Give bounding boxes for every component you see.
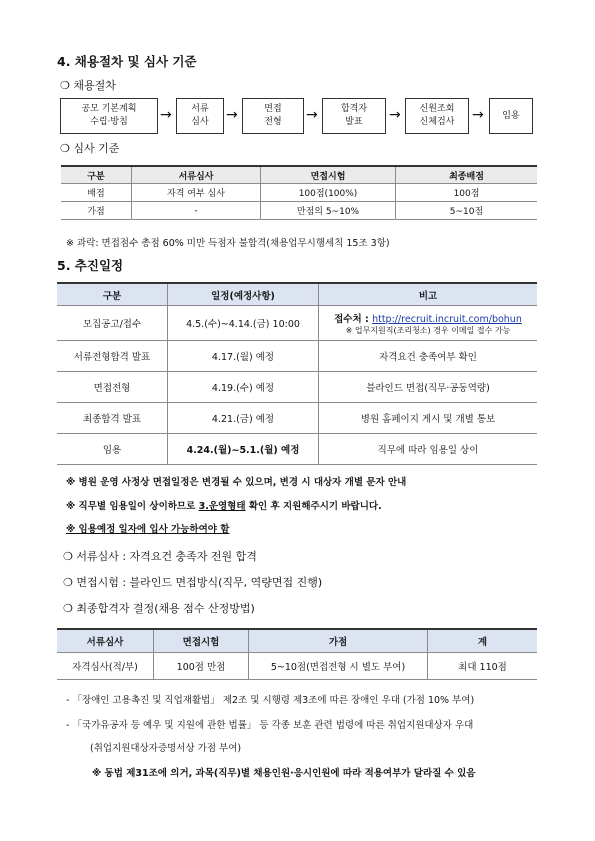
- schedule-note: ※ 직무별 임용일이 상이하므로 3.운영형태 확인 후 지원해주시기 바랍니다.: [66, 501, 382, 512]
- recruit-link[interactable]: http://recruit.incruit.com/bohun: [372, 313, 522, 325]
- table-row: 자격심사(적/부) 100점 만점 5~10점(면접전형 시 별도 부여) 최대 110점: [57, 653, 537, 680]
- arrow-icon: →: [306, 107, 318, 123]
- flow-step-interview: 면접 전형: [242, 98, 304, 134]
- table-row: 모집공고/접수 4.5.(수)~4.14.(금) 10:00 접수처 : http://recruit.incruit.com/bohun ※ 업무지원직(조리청소) 경우 이메일 접수 가능: [57, 306, 537, 341]
- bullet-interview: ❍ 면접시험 : 블라인드 면접방식(직무, 역량면접 진행): [63, 576, 323, 589]
- table-row: 배점 자격 여부 심사 100점(100%) 100점: [61, 184, 537, 202]
- table-row: 면접전형 4.19.(수) 예정 블라인드 면접(직무·공동역량): [57, 372, 537, 403]
- criteria-heading: ❍ 심사 기준: [60, 142, 120, 155]
- flow-step-check: 신원조회 신체검사: [405, 98, 469, 134]
- bullet-document: ❍ 서류심사 : 자격요건 충족자 전원 합격: [63, 550, 257, 563]
- table-row: 최종합격 발표 4.21.(금) 예정 병원 홈페이지 게시 및 개별 통보: [57, 403, 537, 434]
- schedule-note: ※ 임용예정 일자에 입사 가능하여야 함: [66, 524, 230, 535]
- table-row: 서류전형합격 발표 4.17.(월) 예정 자격요건 충족여부 확인: [57, 341, 537, 372]
- veteran-note-cont: (취업지원대상자증명서상 가점 부여): [90, 743, 242, 754]
- arrow-icon: →: [389, 107, 401, 123]
- flow-step-document: 서류 심사: [176, 98, 224, 134]
- criteria-table: 구분 서류심사 면접시험 최종배점 배점 자격 여부 심사 100점(100%) 100점 가점 - 만점의 5~10% 5~10점: [61, 165, 537, 220]
- procedure-heading: ❍ 채용절차: [60, 79, 116, 92]
- schedule-note: ※ 병원 운영 사정상 면접일정은 변경될 수 있으며, 변경 시 대상자 개별 문자 안내: [66, 477, 407, 488]
- section5-title: 5. 추진일정: [57, 258, 124, 273]
- bullet-final: ❍ 최종합격자 결정(채용 점수 산정방법): [63, 602, 255, 615]
- disability-note: - 「장애인 고용촉진 및 직업재활법」 제2조 및 시행령 제3조에 따른 장애인 우대 (가점 10% 부여): [66, 695, 475, 706]
- flow-step-announce: 합격자 발표: [322, 98, 386, 134]
- table-row: 임용 4.24.(월)~5.1.(월) 예정 직무에 따라 임용일 상이: [57, 434, 537, 465]
- arrow-icon: →: [226, 107, 238, 123]
- arrow-icon: →: [160, 107, 172, 123]
- table-row: 가점 - 만점의 5~10% 5~10점: [61, 202, 537, 220]
- flow-step-appoint: 임용: [489, 98, 533, 134]
- apply-note: ※ 동법 제31조에 의거, 과목(직무)별 채용인원·응시인원에 따라 적용여부가 달라질 수 있음: [92, 768, 476, 779]
- flow-step-plan: 공모 기본계획 수립·방침: [60, 98, 158, 134]
- arrow-icon: →: [472, 107, 484, 123]
- cutoff-note: ※ 과락: 면접점수 총점 60% 미만 득점자 불합격(채용업무시행세칙 15조 3항): [66, 238, 390, 249]
- schedule-table: 구분 일정(예정사항) 비고 모집공고/접수 4.5.(수)~4.14.(금) 10:00 접수처 : http://recruit.incruit.com/bohun ※ 업무지원직(조리청소) 경우 이메일 접수 가능 서류전형합격 발표 4.17.(월) 예정 자격요건 충족여부 확인 면접전형 4.19.(수) 예정 블라인드 면접(직무·공동역량) 최종합격 발표 4.21.(금) 예정 병원 홈페이지 게시 및 개별 통보 임용 4.24.(월)~5.1.(월) 예정 직무에 따라 임용일 상이: [57, 282, 537, 465]
- veteran-note: - 「국가유공자 등 예우 및 지원에 관한 법률」 등 각종 보훈 관련 법령에 따른 취업지원대상자 우대: [66, 720, 474, 731]
- score-table: 서류심사 면접시험 가점 계 자격심사(적/부) 100점 만점 5~10점(면접전형 시 별도 부여) 최대 110점: [57, 628, 537, 680]
- section4-title: 4. 채용절차 및 심사 기준: [57, 54, 197, 69]
